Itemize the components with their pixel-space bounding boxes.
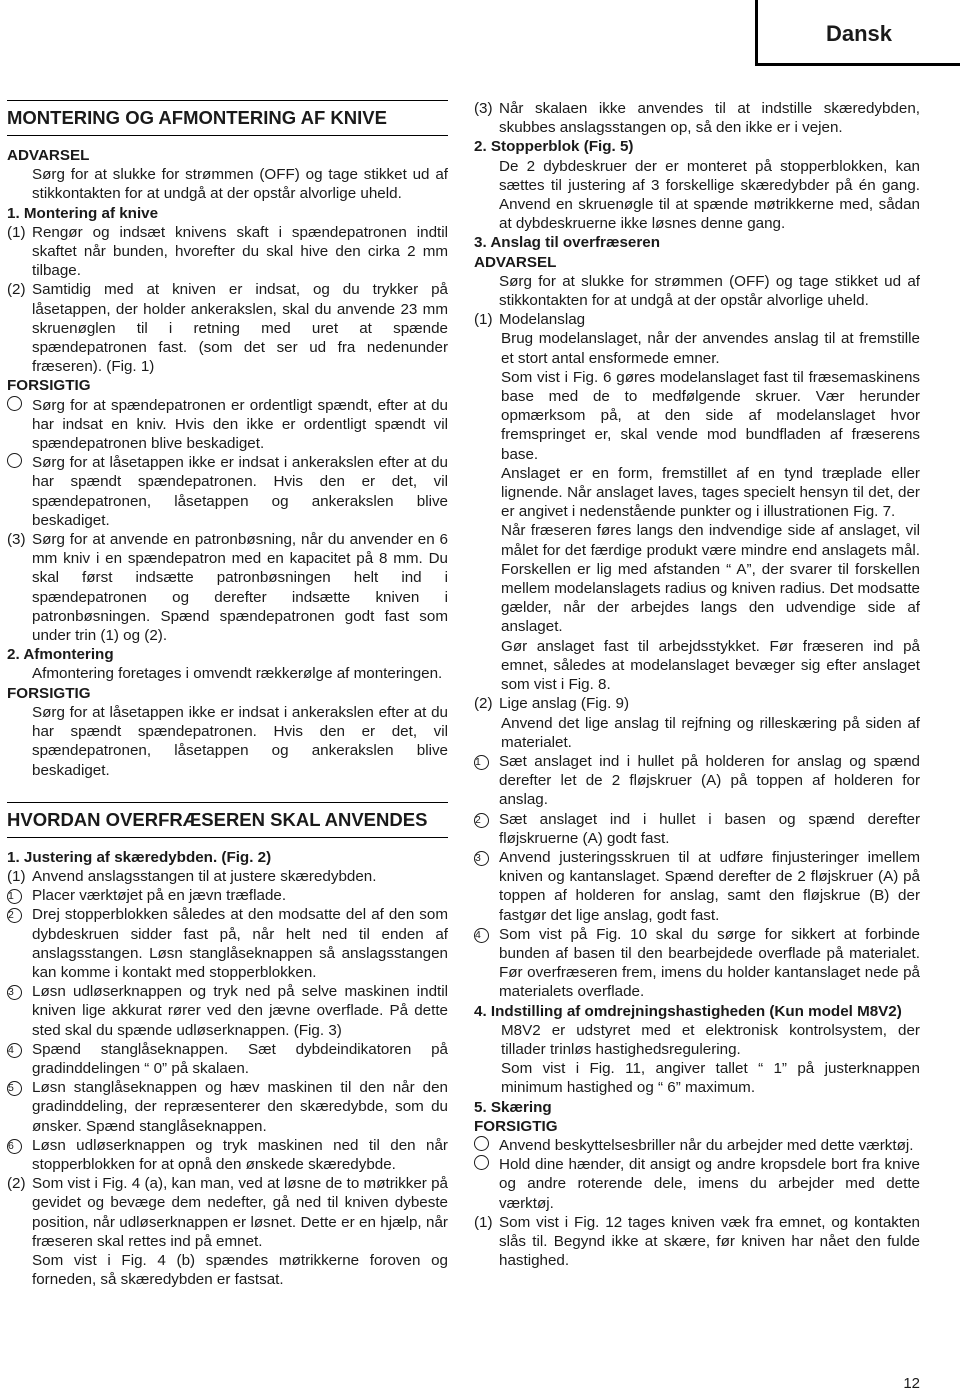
circle-bullet-icon: [7, 453, 22, 468]
numbered-paragraph: (2) Samtidig med at kniven er indsat, og du trykker på låsetappen, der holder ankerakslen, skal du anvende 23 mm skruenøglen til i retning med uret at spænde spændepatronen fast. (som det ser ud fra nedenunder fræseren). (Fig. 1): [7, 281, 448, 376]
step-number-circle: 1: [7, 889, 22, 904]
step-list: [7, 886, 448, 1174]
subsection-heading: 2. Stopperblok (Fig. 5): [474, 138, 634, 156]
caution-text: Sørg for at låsetappen ikke er indsat i ankerakslen efter at du har spændt spændepatronen. Hvis den er det, vil spændepatronen, låsetappen og ankerakslen blive beskadiget.: [32, 703, 448, 779]
caution-bullet: Sørg for at låsetappen ikke er indsat i ankerakslen efter at du har spændt spændepatronen. Hvis den er det, vil spændepatronen, låsetappen og ankerakslen blive beskadiget.: [7, 453, 448, 530]
step-item: [7, 1078, 448, 1136]
warning-label: ADVARSEL: [474, 253, 557, 271]
paragraph: Anvend det lige anslag til rejfning og rilleskæring på siden af materialet.: [501, 714, 920, 751]
caution-bullet: Hold dine hænder, dit ansigt og andre kropsdele bort fra knive og andre roterende dele, imens du arbejder med dette værktøj.: [474, 1155, 920, 1213]
subsection-heading: 4. Indstilling af omdrejningshastigheden (Kun model M8V2): [474, 1002, 902, 1020]
step-text: Løsn stanglåseknappen og hæv maskinen til den når den gradinddeling, der repræsenterer den skæredybde, som du ønsker. Spænd stanglåseknappen.: [32, 1079, 448, 1135]
circle-bullet-icon: [474, 1155, 489, 1170]
step-text: Drej stopperblokken således at den modsatte del af den som dybdeskruen sidder fast på, når helt ned til enden af anslagsstangen. Løsn stanglåseknappen så anslagsstangen kan komme i kontakt med stopperblokken.: [32, 906, 448, 981]
numbered-paragraph: (1) Modelanslag: [474, 311, 586, 329]
warning-label: ADVARSEL: [7, 147, 90, 164]
step-number-circle: 3: [474, 851, 489, 866]
step-text: Spænd stanglåseknappen. Sæt dybdeindikatoren på gradinddelingen “ 0” på skalaen.: [32, 1040, 448, 1077]
language-tab: [755, 0, 960, 66]
paragraph: Som vist i Fig. 6 gøres modelanslaget fast til fræsemaskinens base med de to medfølgende skruer. Vær herunder opmærksom på, at den side af modelanslaget hvor fremspringet er, skal vende mod bundfladen af fræserens base.: [501, 368, 920, 463]
circle-bullet-icon: [7, 396, 22, 411]
step-item: [7, 982, 448, 1040]
step-number-circle: 4: [7, 1043, 22, 1058]
step-item: [7, 1040, 448, 1078]
numbered-paragraph: (1) Som vist i Fig. 12 tages kniven væk fra emnet, og kontakten slås til. Begynd ikke at skære, før kniven har nået den fulde hastighed.: [474, 1213, 920, 1270]
paragraph: Anslaget er en form, fremstillet af en tynd træplade eller lignende. Når anslaget laves, tages specielt hensyn til det, der er angivet i nedenstående punkter og i illustrationen Fig. 7.: [501, 464, 920, 521]
right-column: [474, 99, 920, 1270]
caution-bullet: Anvend beskyttelsesbriller når du arbejder med dette værktøj.: [474, 1136, 920, 1155]
subsection-heading: 1. Justering af skæredybden. (Fig. 2): [7, 848, 272, 866]
subsection-heading: 5. Skæring: [474, 1098, 552, 1116]
step-number-circle: 2: [7, 908, 22, 923]
step-item: [7, 1136, 448, 1174]
left-column: [7, 100, 448, 1289]
subsection-heading: 2. Afmontering: [7, 646, 114, 664]
page-number: 12: [903, 1374, 920, 1392]
step-item: [7, 886, 448, 905]
step-number-circle: 1: [474, 755, 489, 770]
step-text: Løsn udløserknappen og tryk ned på selve maskinen indtil kniven lige akkurat rører ved den jævne overflade. På dette sted skal du spænde udløserknappen. (Fig. 3): [32, 983, 448, 1039]
numbered-paragraph: (2) Som vist i Fig. 4 (a), kan man, ved at løsne de to møtrikker på gevidet og bevæge dem nedefter, gå ned til kniven dybeste position, når udløserknappen er løsnet. Dette er en hjælp, når fræseren skal rettes ind på emnet.: [7, 1175, 448, 1250]
step-list: [474, 752, 920, 1002]
step-number-circle: 3: [7, 985, 22, 1000]
warning-text: Sørg for at slukke for strømmen (OFF) og tage stikket ud af stikkontakten for at undgå at der opstår alvorlige uheld.: [499, 272, 920, 310]
paragraph: M8V2 er udstyret med et elektronisk kontrolsystem, der tillader trinløs hastighedsregulering.: [501, 1021, 920, 1058]
step-text: Placer værktøjet på en jævn træflade.: [32, 887, 287, 905]
warning-text: Sørg for at slukke for strømmen (OFF) og tage stikket ud af stikkontakten for at undgå at der opstår alvorlige uheld.: [32, 166, 448, 203]
step-text: Sæt anslaget ind i hullet i basen og spænd derefter fløjskruerne (A) godt fast.: [499, 810, 920, 847]
section-title-montering: MONTERING OG AFMONTERING AF KNIVE: [7, 107, 387, 128]
step-text: Anvend justeringsskruen til at udføre finjusteringer imellem kniven og kantanslaget. Spænd derefter de 2 fløjskruer (A) på toppen af holderen for anslag, samt den fløjskrue (B) der fastgør det lige anslag, godt fast.: [499, 848, 920, 924]
caution-label: FORSIGTIG: [474, 1117, 558, 1135]
paragraph: Gør anslaget fast til arbejdsstykket. Før fræseren ind på emnet, således at modelanslaget bevæger sig efter anslaget som vist i Fig. 8.: [501, 637, 920, 694]
caution-bullet: Sørg for at spændepatronen er ordentligt spændt, efter at du har indsat en kniv. Hvis den ikke er ordentligt spændt vil spændepatronen blive beskadiget.: [7, 396, 448, 454]
paragraph: De 2 dybdeskruer der er monteret på stopperblokken, kan sættes til justering af 3 forskellige skæredybder på én gang. Anvend en skruenøgle til at spænde møtrikkerne med, sådan at dybdeskruerne ikke løsnes denne gang.: [499, 157, 920, 233]
step-number-circle: 2: [474, 813, 489, 828]
paragraph: Afmontering foretages i omvendt rækkerølge af monteringen.: [32, 665, 443, 683]
step-item: [474, 848, 920, 925]
step-number-circle: 5: [7, 1081, 22, 1096]
paragraph: Som vist i Fig. 4 (b) spændes møtrikkerne foroven og forneden, så skæredybden er fastsat.: [32, 1251, 448, 1289]
step-item: [7, 905, 448, 982]
numbered-paragraph: (3) Når skalaen ikke anvendes til at indstille skæredybden, skubbes anslagsstangen op, så den ikke er i vejen.: [474, 100, 920, 137]
step-text: Som vist på Fig. 10 skal du sørge for sikkert at forbinde bunden af basen til den bearbejdede overflade på materialet. Før overfræseren frem, imens du holder kantanslaget nede på materialets overflade.: [499, 925, 920, 1001]
step-text: Sæt anslaget ind i hullet på holderen for anslag og spænd derefter let de 2 fløjskruer (A) på toppen af holderen for anslag.: [499, 752, 920, 809]
language-label: Dansk: [825, 21, 892, 46]
numbered-paragraph: (3) Sørg for at anvende en patronbøsning, når du anvender en 6 mm kniv i en spændepatron med en kapacitet på 8 mm. Du skal først indsætte patronbøsningen helt ind i spændepatronen og derefter indsætte kniven i patronbøsningen. Spænd spændepatronen godt fast som under trin (1) og (2).: [7, 531, 448, 645]
step-number-circle: 6: [7, 1139, 22, 1154]
step-text: Løsn udløserknappen og tryk maskinen ned til den når stopperblokken for at opnå den ønskede skæredybde.: [32, 1136, 448, 1173]
paragraph: Som vist i Fig. 11, angiver tallet “ 1” på justerknappen minimum hastighed og “ 6” maximum.: [501, 1060, 920, 1097]
subsection-heading: 1. Montering af knive: [7, 204, 159, 222]
step-item: [474, 810, 920, 848]
numbered-paragraph: (1) Rengør og indsæt knivens skaft i spændepatronen indtil skaftet når bunden, hvorefter du skal hive den cirka 2 mm tilbage.: [7, 223, 448, 280]
paragraph: Brug modelanslaget, når der anvendes anslag til at fremstille et stort antal ensformede emner.: [501, 330, 920, 367]
paragraph: Når fræseren føres langs den indvendige side af anslaget, vil målet for det færdige produkt være mindre end anslagets mål. Forskellen er lig med afstanden “ A”, der svarer til forskellen mellem modelanslagets radius og kniven radius. Det modsatte gælder, når der arbejdes langs den udvendige side af anslaget.: [501, 522, 920, 636]
numbered-paragraph: (1) Anvend anslagsstangen til at justere skæredybden.: [7, 867, 377, 885]
caution-label: FORSIGTIG: [7, 684, 91, 702]
step-number-circle: 4: [474, 928, 489, 943]
step-item: [474, 752, 920, 810]
circle-bullet-icon: [474, 1136, 489, 1151]
step-item: [474, 925, 920, 1002]
numbered-paragraph: (2) Lige anslag (Fig. 9): [474, 695, 630, 713]
caution-label: FORSIGTIG: [7, 377, 91, 395]
subsection-heading: 3. Anslag til overfræseren: [474, 234, 660, 252]
section-title-anvendelse: HVORDAN OVERFRÆSEREN SKAL ANVENDES: [7, 808, 428, 830]
